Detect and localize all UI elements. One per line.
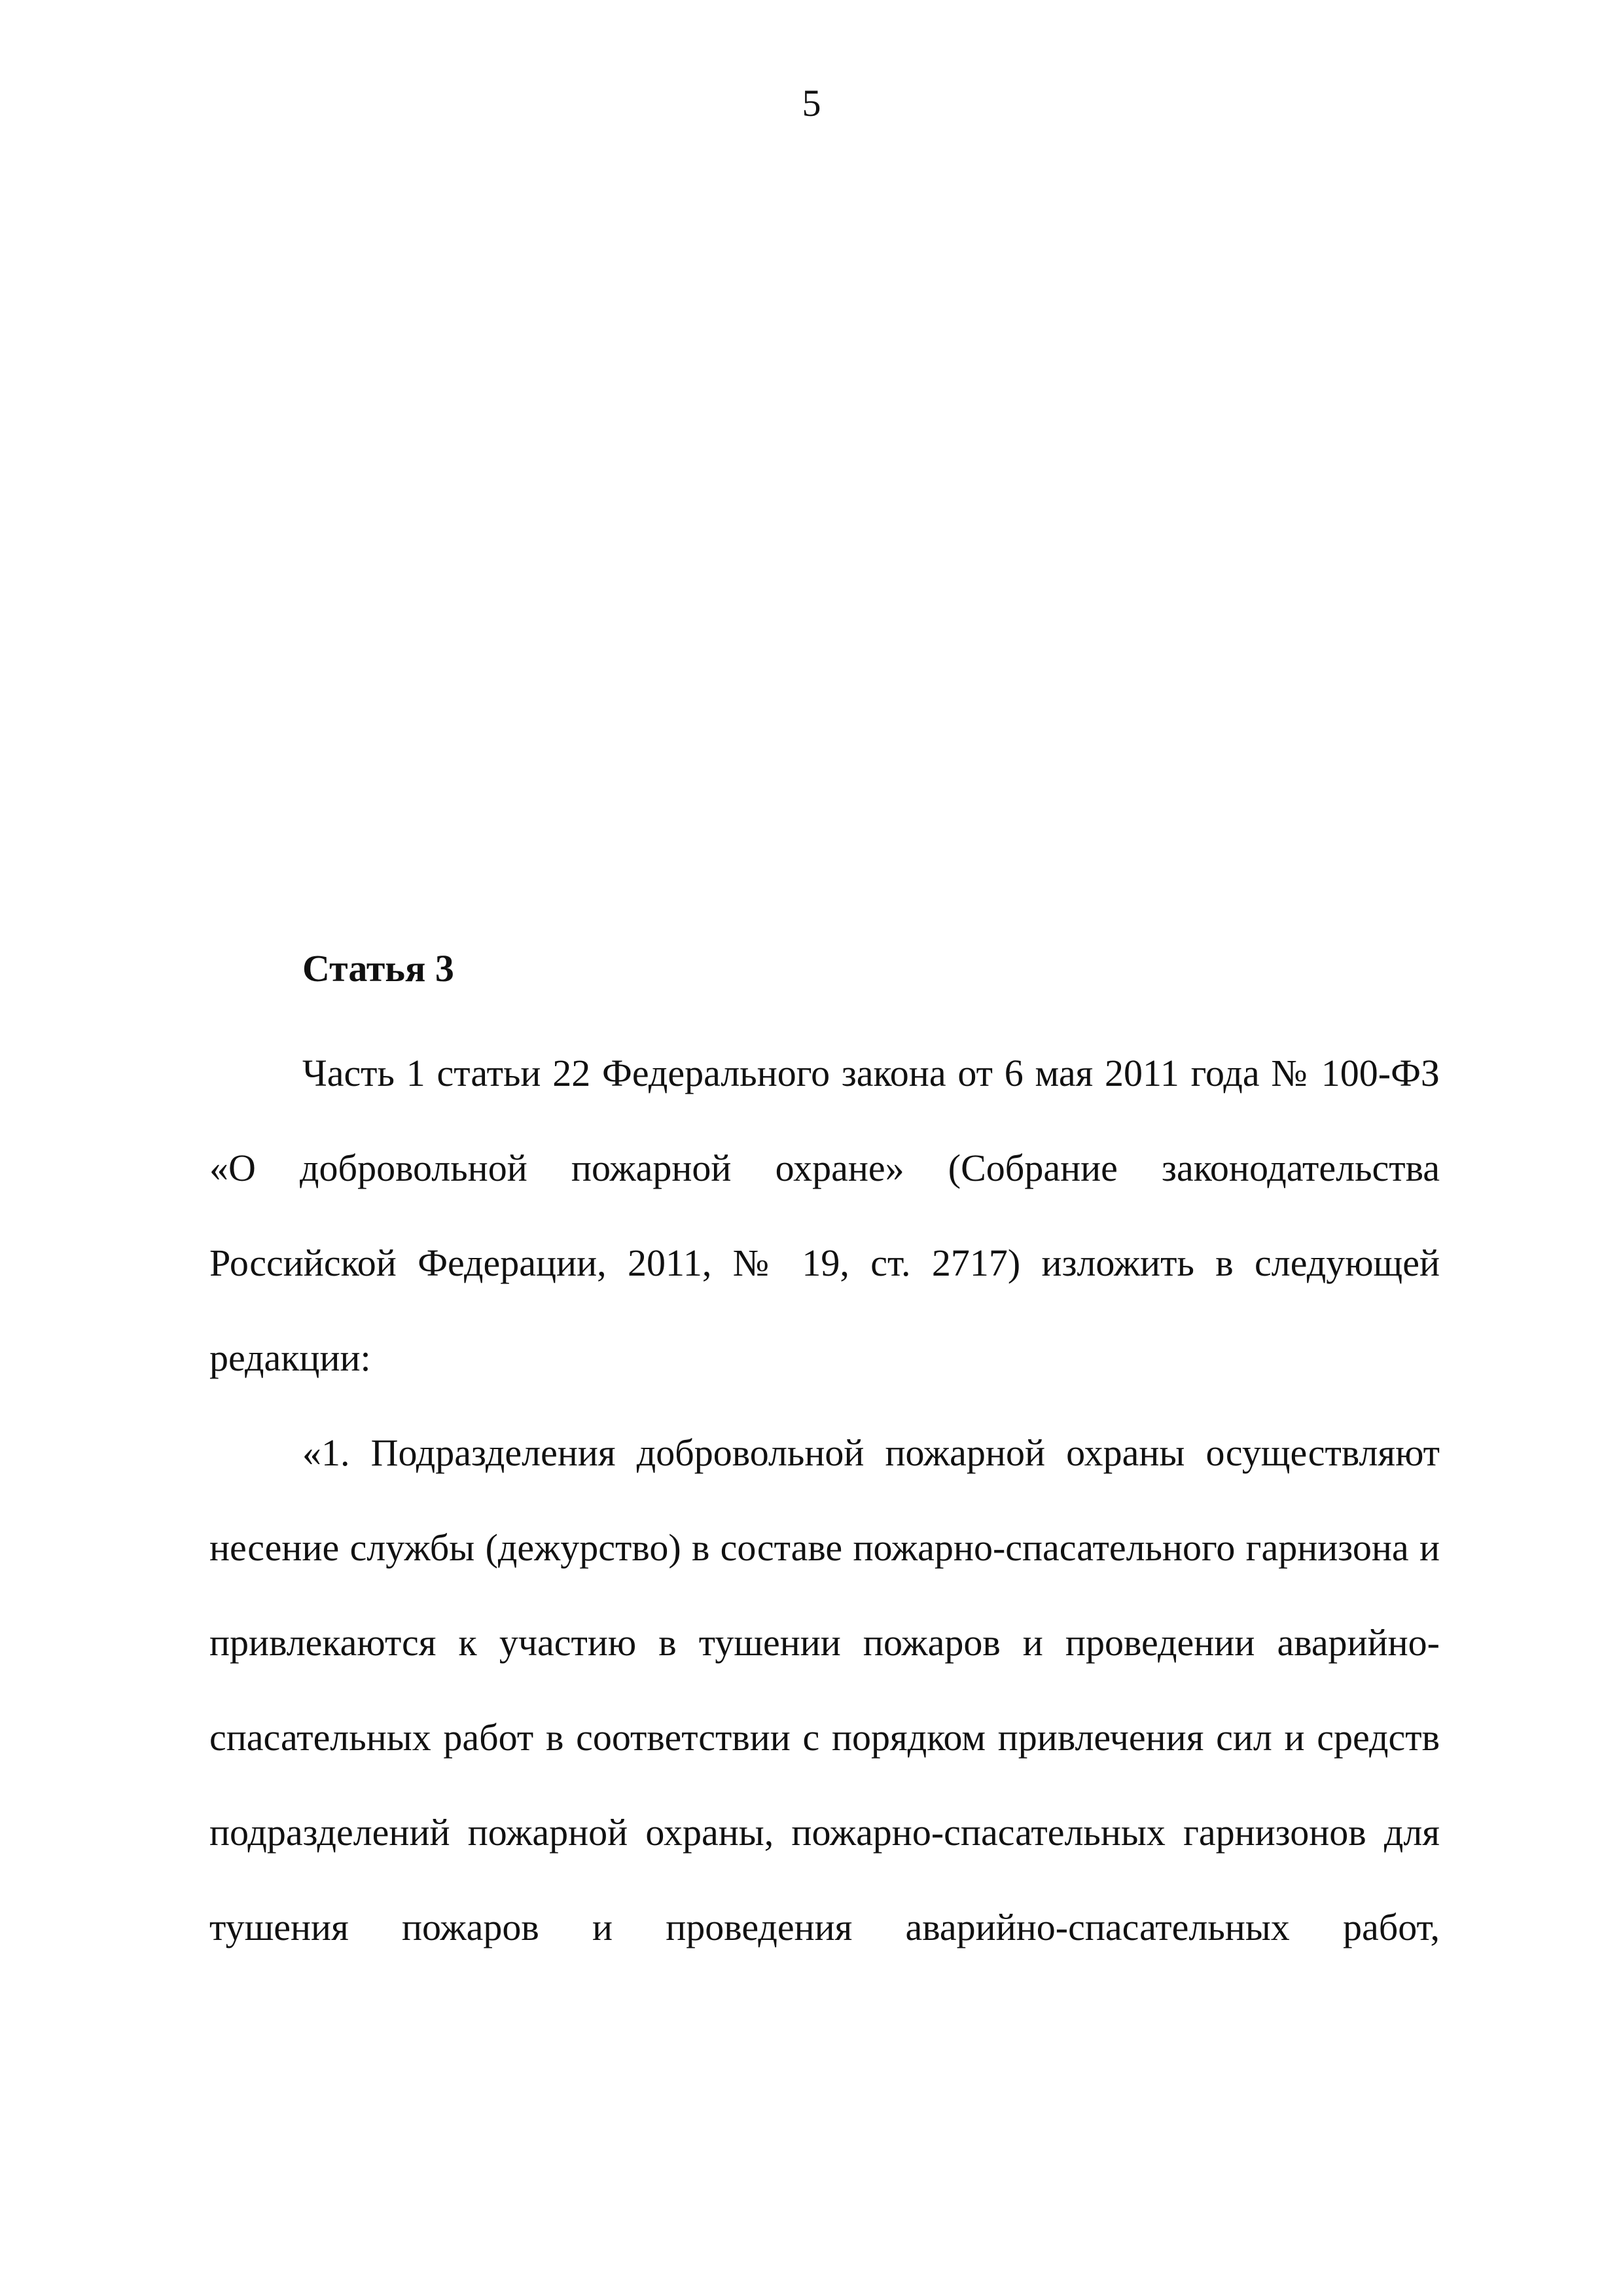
paragraph-line: тушения пожаров и проведения аварийно-спасательных работ,	[209, 1906, 1440, 1948]
paragraph-line: редакции:	[209, 1336, 371, 1379]
paragraph-line: «1. Подразделения добровольной пожарной охраны осуществляют	[302, 1431, 1440, 1474]
paragraph-line: несение службы (дежурство) в составе пожарно-спасательного гарнизона и	[209, 1526, 1440, 1569]
article-heading: Статья 3	[302, 947, 454, 990]
paragraph-line: Часть 1 статьи 22 Федерального закона от 6 мая 2011 года № 100-ФЗ	[302, 1052, 1440, 1094]
paragraph-line: подразделений пожарной охраны, пожарно-спасательных гарнизонов для	[209, 1811, 1440, 1854]
paragraph-line: «О добровольной пожарной охране» (Собрание законодательства	[209, 1147, 1440, 1189]
paragraph-line: привлекаются к участию в тушении пожаров и проведении аварийно-	[209, 1621, 1440, 1664]
paragraph-line: спасательных работ в соответствии с порядком привлечения сил и средств	[209, 1716, 1440, 1759]
page-number: 5	[802, 82, 821, 124]
paragraph-line: Российской Федерации, 2011, № 19, ст. 2717) изложить в следующей	[209, 1242, 1440, 1284]
